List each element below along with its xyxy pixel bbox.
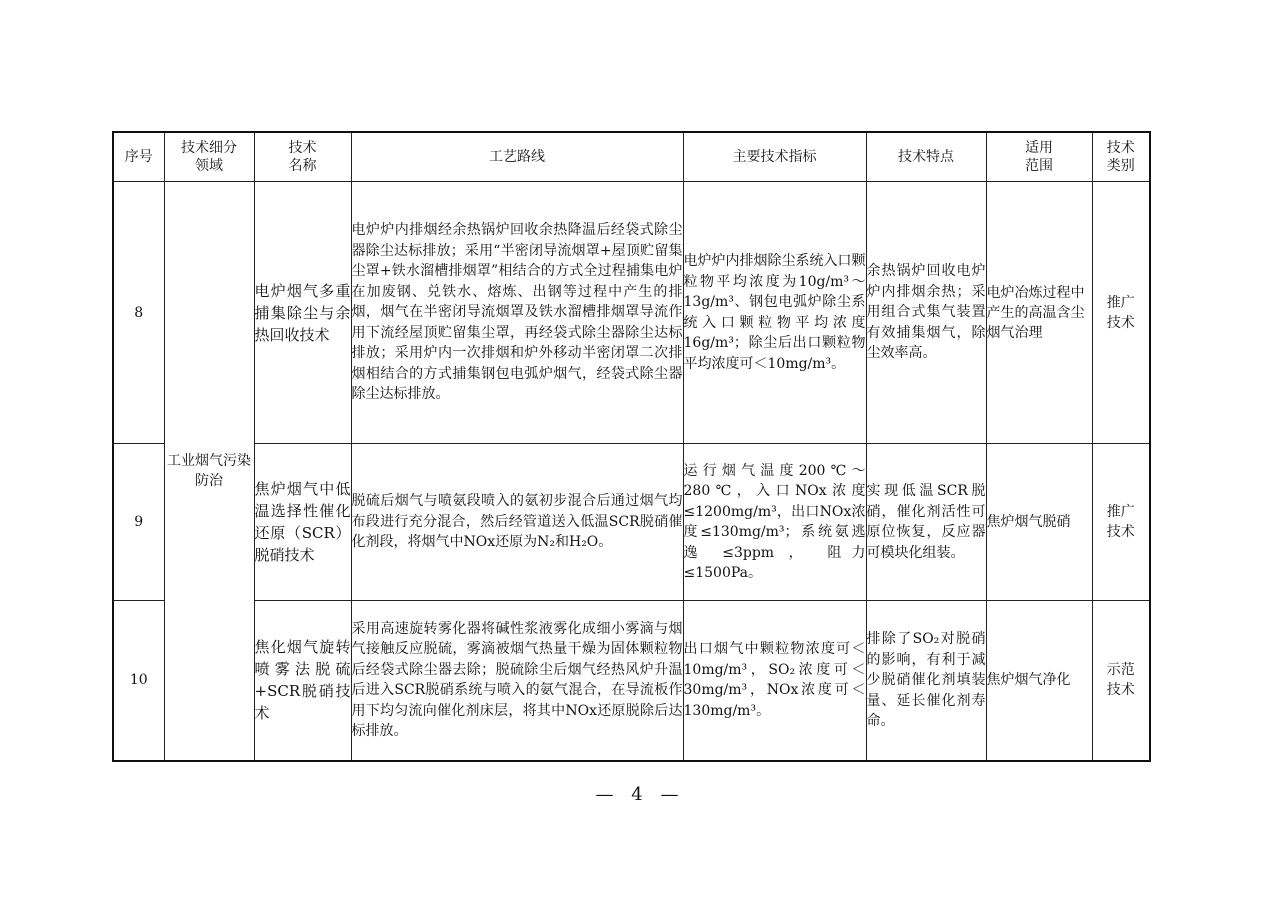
row-indicators: 电炉炉内排烟除尘系统入口颗粒物平均浓度为10g/m³～13g/m³、钢包电弧炉除尘系统入口颗粒物平均浓度16g/m³；除尘后出口颗粒物平均浓度可＜10mg/m³。	[683, 182, 866, 444]
header-indicators: 主要技术指标	[683, 132, 866, 182]
row-category: 推广 技术	[1092, 444, 1150, 601]
table-row	[113, 182, 1150, 444]
header-field: 技术细分 领域	[164, 132, 254, 182]
row-features: 余热锅炉回收电炉炉内排烟余热；采用组合式集气装置有效捕集烟气，除尘效率高。	[866, 182, 986, 444]
header-row	[113, 132, 1150, 182]
row-scope: 焦炉烟气脱硝	[986, 444, 1092, 601]
row-field: 工业烟气污染防治	[164, 182, 254, 761]
row-name: 焦炉烟气中低温选择性催化还原（SCR）脱硝技术	[254, 444, 351, 601]
header-category: 技术 类别	[1092, 132, 1150, 182]
row-category: 示范 技术	[1092, 601, 1150, 761]
table-row	[113, 444, 1150, 601]
header-name: 技术 名称	[254, 132, 351, 182]
row-route: 脱硫后烟气与喷氨段喷入的氨初步混合后通过烟气均布段进行充分混合，然后经管道送入低温SCR脱硝催化剂段，将烟气中NOx还原为N₂和H₂O。	[351, 444, 683, 601]
row-features: 排除了SO₂对脱硝的影响，有利于减少脱硝催化剂填装量、延长催化剂寿命。	[866, 601, 986, 761]
table-row	[113, 601, 1150, 761]
row-features: 实现低温SCR脱硝，催化剂活性可原位恢复，反应器可模块化组装。	[866, 444, 986, 601]
header-features: 技术特点	[866, 132, 986, 182]
technology-table	[112, 131, 1151, 762]
header-route: 工艺路线	[351, 132, 683, 182]
row-route: 电炉炉内排烟经余热锅炉回收余热降温后经袋式除尘器除尘达标排放；采用“半密闭导流烟罩+屋顶贮留集尘罩+铁水溜槽排烟罩”相结合的方式全过程捕集电炉在加废钢、兑铁水、熔炼、出钢等过程中产生的排烟，烟气在半密闭导流烟罩及铁水溜槽排烟罩导流作用下流经屋顶贮留集尘罩，再经袋式除尘器除尘达标排放；采用炉内一次排烟和炉外移动半密闭罩二次排烟相结合的方式捕集钢包电弧炉烟气，经袋式除尘器除尘达标排放。	[351, 182, 683, 444]
row-name: 电炉烟气多重捕集除尘与余热回收技术	[254, 182, 351, 444]
header-scope: 适用 范围	[986, 132, 1092, 182]
row-name: 焦化烟气旋转喷雾法脱硫+SCR脱硝技术	[254, 601, 351, 761]
row-seq: 8	[113, 182, 164, 444]
row-route: 采用高速旋转雾化器将碱性浆液雾化成细小雾滴与烟气接触反应脱硫，雾滴被烟气热量干燥为固体颗粒物后经袋式除尘器去除；脱硫除尘后烟气经热风炉升温后进入SCR脱硝系统与喷入的氨气混合，在导流板作用下均匀流向催化剂床层，将其中NOx还原脱除后达标排放。	[351, 601, 683, 761]
row-indicators: 出口烟气中颗粒物浓度可＜10mg/m³，SO₂浓度可＜30mg/m³，NOx浓度可＜130mg/m³。	[683, 601, 866, 761]
header-seq: 序号	[113, 132, 164, 182]
row-category: 推广 技术	[1092, 182, 1150, 444]
row-seq: 9	[113, 444, 164, 601]
row-seq: 10	[113, 601, 164, 761]
row-indicators: 运行烟气温度200℃～280℃，入口NOx浓度≤1200mg/m³，出口NOx浓度≤130mg/m³；系统氨逃逸 ≤3ppm ， 阻力≤1500Pa。	[683, 444, 866, 601]
page-number: — 4 —	[595, 784, 685, 805]
row-scope: 电炉冶炼过程中产生的高温含尘烟气治理	[986, 182, 1092, 444]
row-scope: 焦炉烟气净化	[986, 601, 1092, 761]
